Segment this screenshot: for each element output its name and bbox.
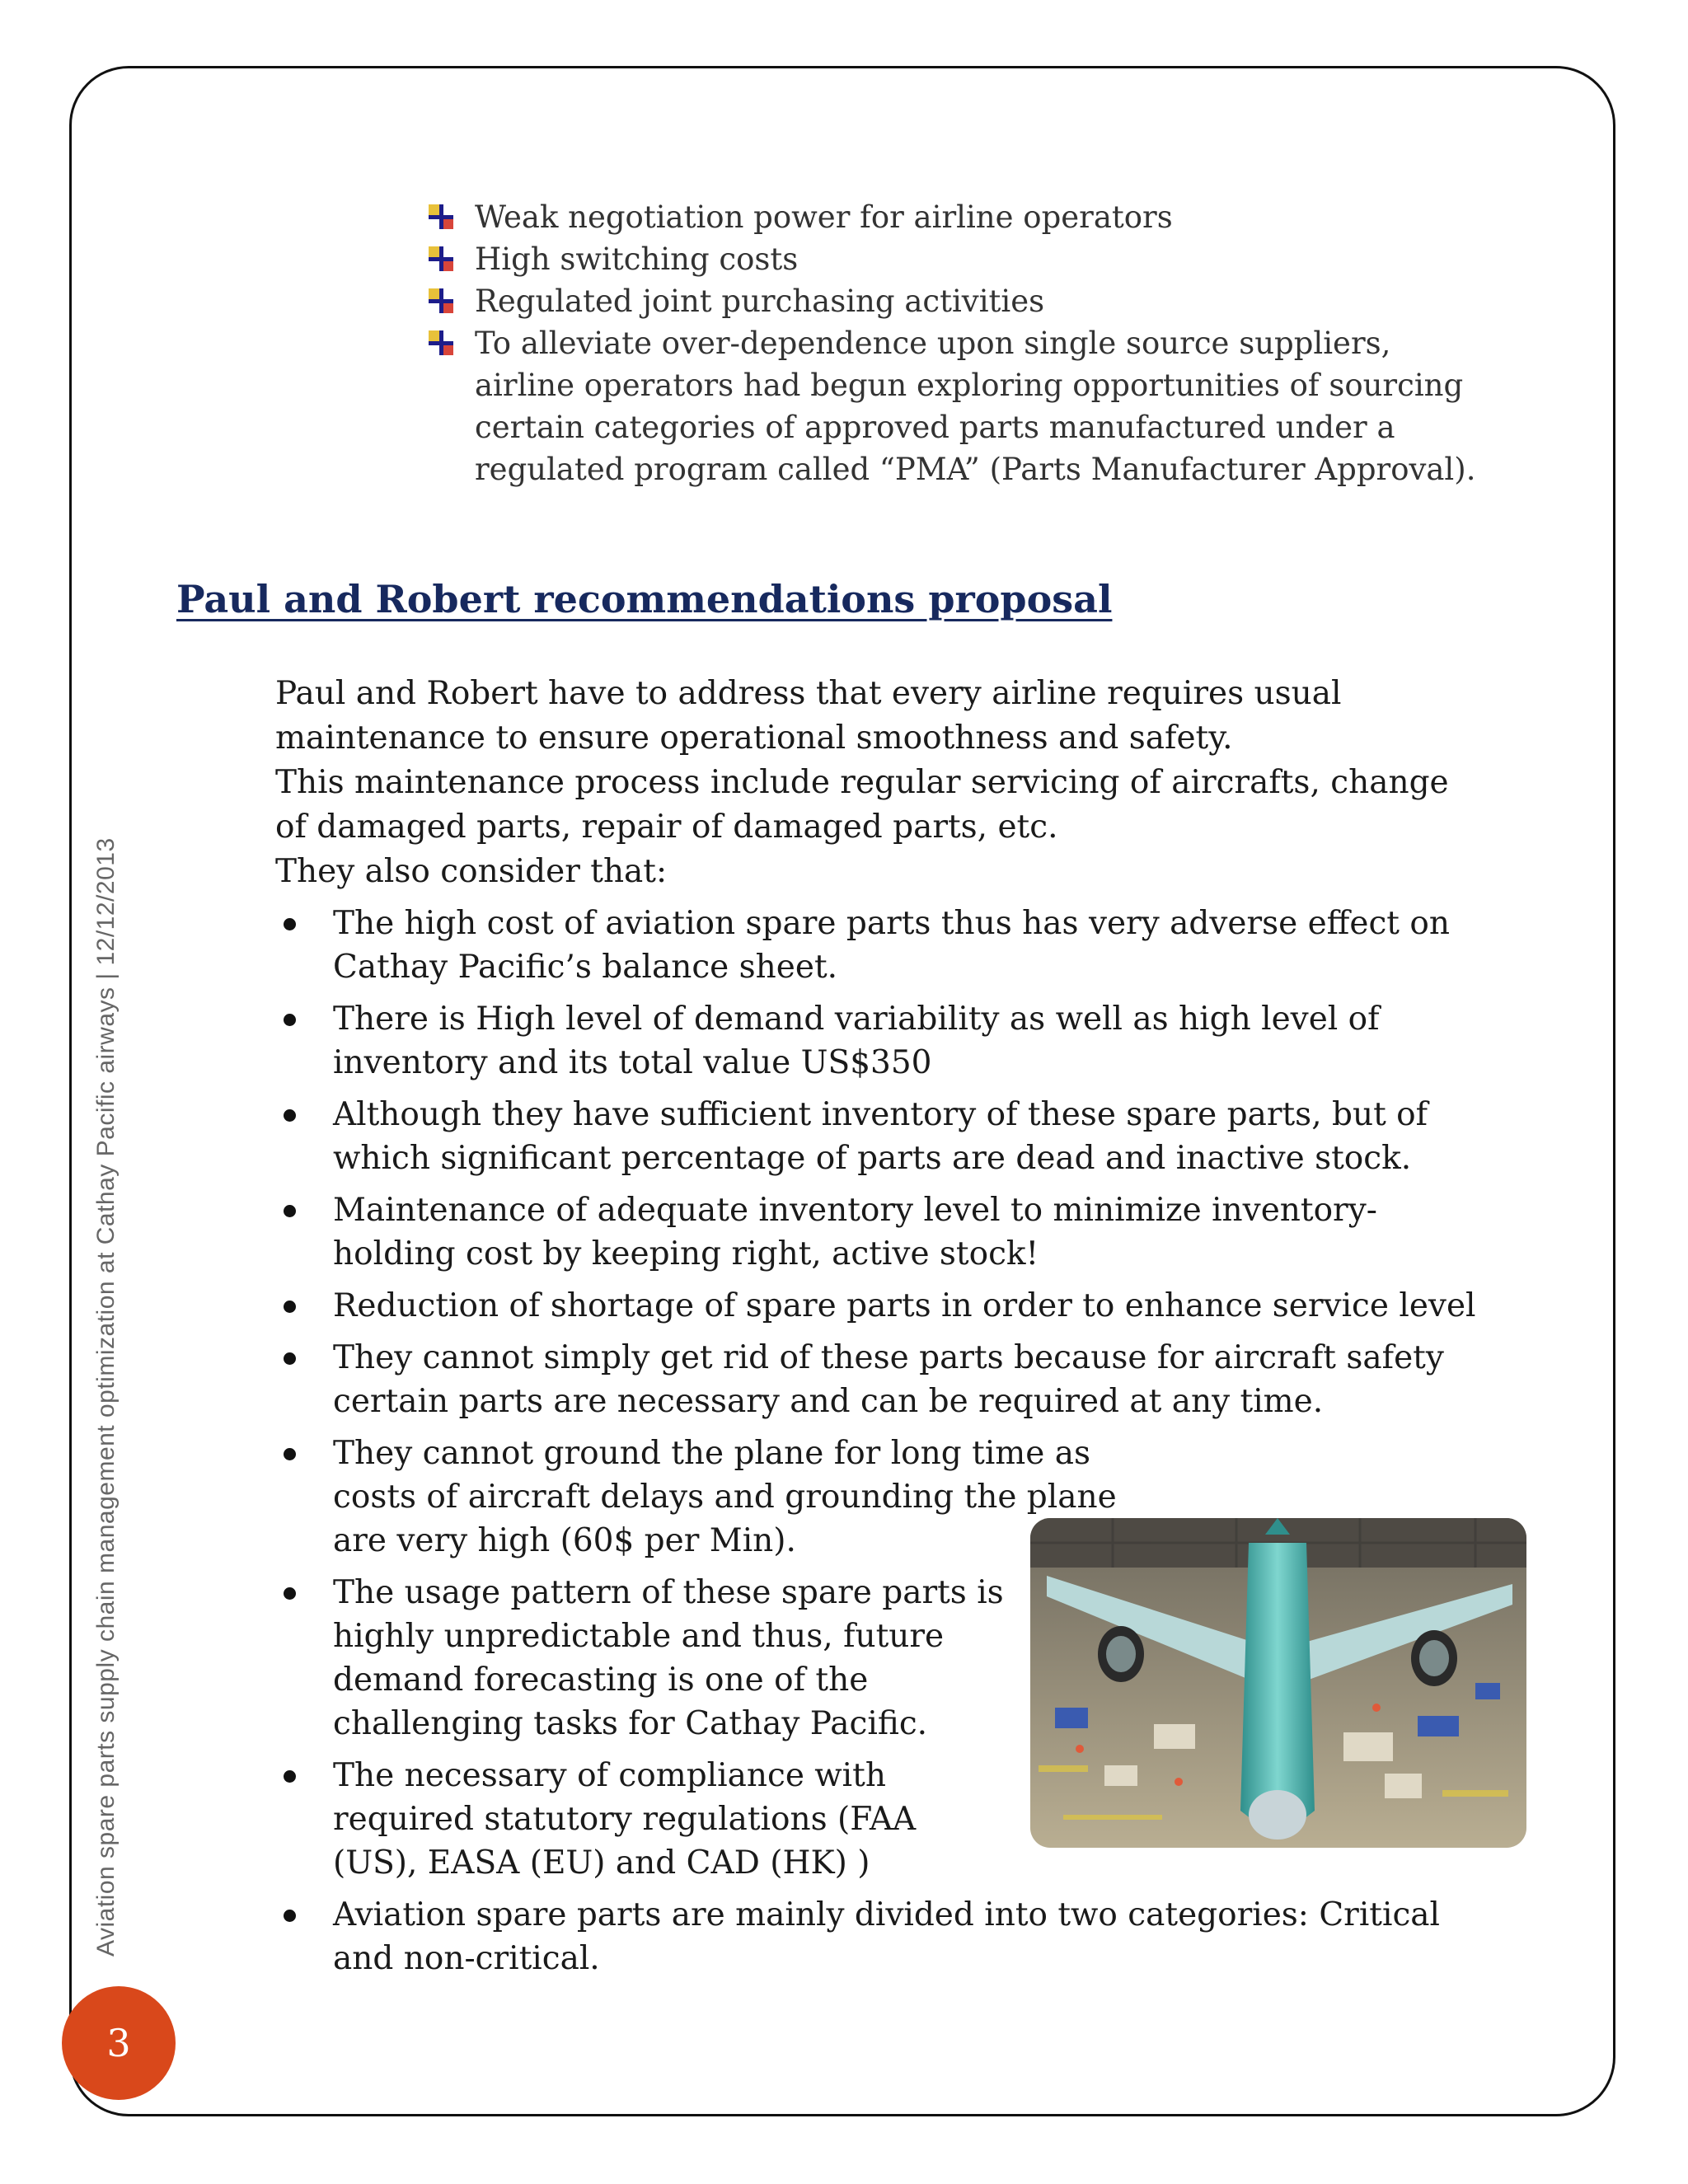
- list-item-text: The necessary of compliance with required statutory regulations (FAA (US), EASA (EU) and CAD (HK) ): [333, 1757, 917, 1882]
- list-item: [429, 238, 1500, 280]
- plus-bullet-icon: [429, 246, 453, 271]
- sidebar-running-title: Aviation spare parts supply chain management optimization at Cathay Pacific airways | 12/12/2013: [92, 837, 120, 1957]
- list-item: [275, 1188, 1487, 1276]
- list-item: [275, 902, 1487, 989]
- bullet-dot-icon: [284, 1352, 296, 1365]
- bullet-dot-icon: [284, 1109, 296, 1122]
- list-item: [429, 196, 1500, 238]
- list-item-text: Maintenance of adequate inventory level to minimize inventory-holding cost by keeping right, active stock!: [333, 1192, 1377, 1272]
- list-item-text: Regulated joint purchasing activities: [475, 284, 1045, 319]
- section-heading: Paul and Robert recommendations proposal: [176, 577, 1113, 621]
- list-item: [275, 1893, 1487, 1980]
- list-item: [275, 1336, 1487, 1423]
- page-number-badge: 3: [62, 1986, 176, 2100]
- plus-bullet-icon: [429, 288, 453, 313]
- list-item-text: Aviation spare parts are mainly divided into two categories: Critical and non-critical.: [333, 1896, 1441, 1977]
- list-item: [429, 280, 1500, 322]
- list-item-text: Although they have sufficient inventory of these spare parts, but of which significant percentage of parts are dead and inactive stock.: [333, 1096, 1428, 1177]
- plus-bullet-icon: [429, 204, 453, 229]
- list-item-text: Reduction of shortage of spare parts in order to enhance service level: [333, 1287, 1476, 1324]
- list-item-text: High switching costs: [475, 241, 799, 277]
- plus-bullet-icon: [429, 330, 453, 355]
- list-item: [275, 997, 1487, 1085]
- bullet-dot-icon: [284, 1448, 296, 1460]
- intro-paragraphs: [275, 672, 1479, 894]
- list-item-text: They cannot simply get rid of these parts because for aircraft safety certain parts are necessary and can be required at any time.: [333, 1339, 1444, 1420]
- list-item-text: The high cost of aviation spare parts thus has very adverse effect on Cathay Pacific’s balance sheet.: [333, 905, 1450, 986]
- bullet-dot-icon: [284, 1205, 296, 1217]
- bullet-dot-icon: [284, 1014, 296, 1026]
- bullet-dot-icon: [284, 1587, 296, 1600]
- list-item-text: To alleviate over-dependence upon single source suppliers, airline operators had begun exploring opportunities of sourcing certain categories of approved parts manufactured under a regulated program called “PMA” (Parts Manufacturer Approval).: [475, 326, 1476, 487]
- list-item: [275, 1093, 1487, 1180]
- bullet-dot-icon: [284, 1301, 296, 1313]
- intro-paragraph: They also consider that:: [275, 853, 668, 890]
- list-item: [429, 322, 1500, 490]
- list-item-text: They cannot ground the plane for long time as costs of aircraft delays and grounding the plane are very high (60$ per Min).: [333, 1435, 1117, 1559]
- list-item-text: There is High level of demand variability as well as high level of inventory and its total value US$350: [333, 1001, 1380, 1081]
- bullet-dot-icon: [284, 1910, 296, 1922]
- list-item: [275, 1284, 1487, 1328]
- list-item-text: The usage pattern of these spare parts is highly unpredictable and thus, future demand forecasting is one of the challenging tasks for Cathay Pacific.: [333, 1574, 1004, 1742]
- bullet-dot-icon: [284, 1770, 296, 1783]
- intro-paragraph: Paul and Robert have to address that every airline requires usual maintenance to ensure operational smoothness and safety.: [275, 675, 1342, 757]
- bullet-dot-icon: [284, 918, 296, 930]
- intro-paragraph: This maintenance process include regular servicing of aircrafts, change of damaged parts, repair of damaged parts, etc.: [275, 764, 1449, 846]
- top-bullet-list: [429, 196, 1500, 490]
- aircraft-assembly-photo: [1030, 1518, 1526, 1848]
- list-item-text: Weak negotiation power for airline operators: [475, 199, 1173, 235]
